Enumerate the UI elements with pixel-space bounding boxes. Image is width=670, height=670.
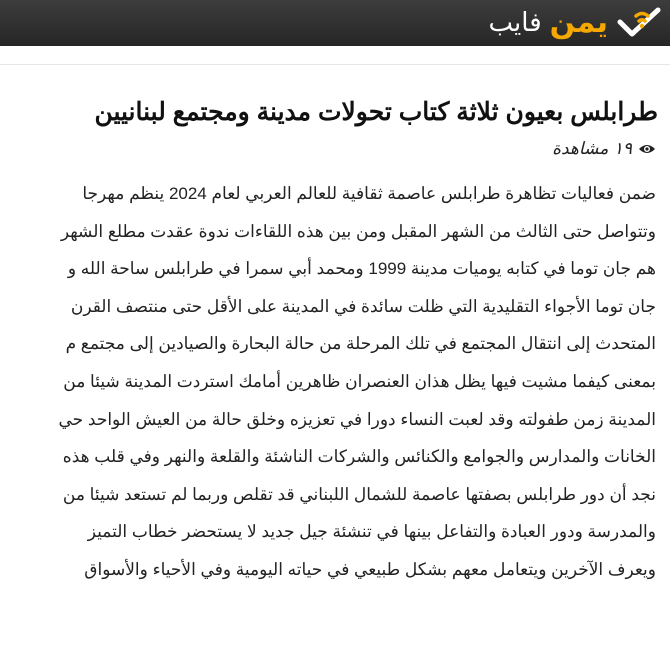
- view-count: [552, 139, 656, 159]
- article-line: بمعنى كيفما مشيت فيها يظل هذان العنصران ظاهرين أمامك استردت المدينة شيئا من: [63, 371, 656, 391]
- site-header: [0, 0, 670, 46]
- brand-suffix: فايب: [488, 8, 542, 38]
- article-line: والمدرسة ودور العبادة والتفاعل بينها في تنشئة جيل جديد لا يستحضر خطاب التميز: [87, 522, 656, 542]
- article-title: طرابلس بعيون ثلاثة كتاب تحولات مدينة ومجتمع لبنانيين: [94, 98, 658, 126]
- brand-name: يمن: [549, 5, 608, 40]
- check-wave-logo-icon: [616, 6, 662, 40]
- article-line: جان توما الأجواء التقليدية التي ظلت سائدة في المدينة على الأقل حتى منتصف القرن: [70, 296, 656, 316]
- article-line: وتتواصل حتى الثالث من الشهر المقبل ومن بين هذه اللقاءات ندوة عقدت مطلع الشهر: [60, 221, 656, 241]
- eye-icon: [638, 143, 656, 155]
- site-logo-link[interactable]: [489, 3, 663, 43]
- article-body: [0, 175, 656, 589]
- article-line: المتحدث إلى انتقال المجتمع في تلك المرحلة من حالة البحارة والصيادين إلى مجتمع م: [65, 334, 656, 354]
- article-line: الخانات والمدارس والجوامع والكنائس والشركات الناشئة والقلعة والنهر وفي قلب هذه: [62, 447, 656, 467]
- article-line: ويعرف الآخرين ويتعامل معهم بشكل طبيعي في حياته اليومية وفي الأحياء والأسواق: [84, 559, 656, 579]
- article-line: نجد أن دور طرابلس بصفتها عاصمة للشمال اللبناني قد تقلص وربما لم تستعد شيئا من: [62, 484, 656, 504]
- article: [0, 64, 670, 670]
- article-line: المدينة زمن طفولته وقد لعبت النساء دورا في تعزيزه وخلق حالة من العيش الواحد حي: [58, 409, 656, 429]
- view-count-label: ١٩ مشاهدة: [552, 139, 632, 159]
- article-line: هم جان توما في كتابه يوميات مدينة 1999 ومحمد أبي سمرا في طرابلس ساحة الله و: [67, 259, 656, 279]
- article-line: ضمن فعاليات تظاهرة طرابلس عاصمة ثقافية للعالم العربي لعام 2024 ينظم مهرجا: [82, 184, 656, 203]
